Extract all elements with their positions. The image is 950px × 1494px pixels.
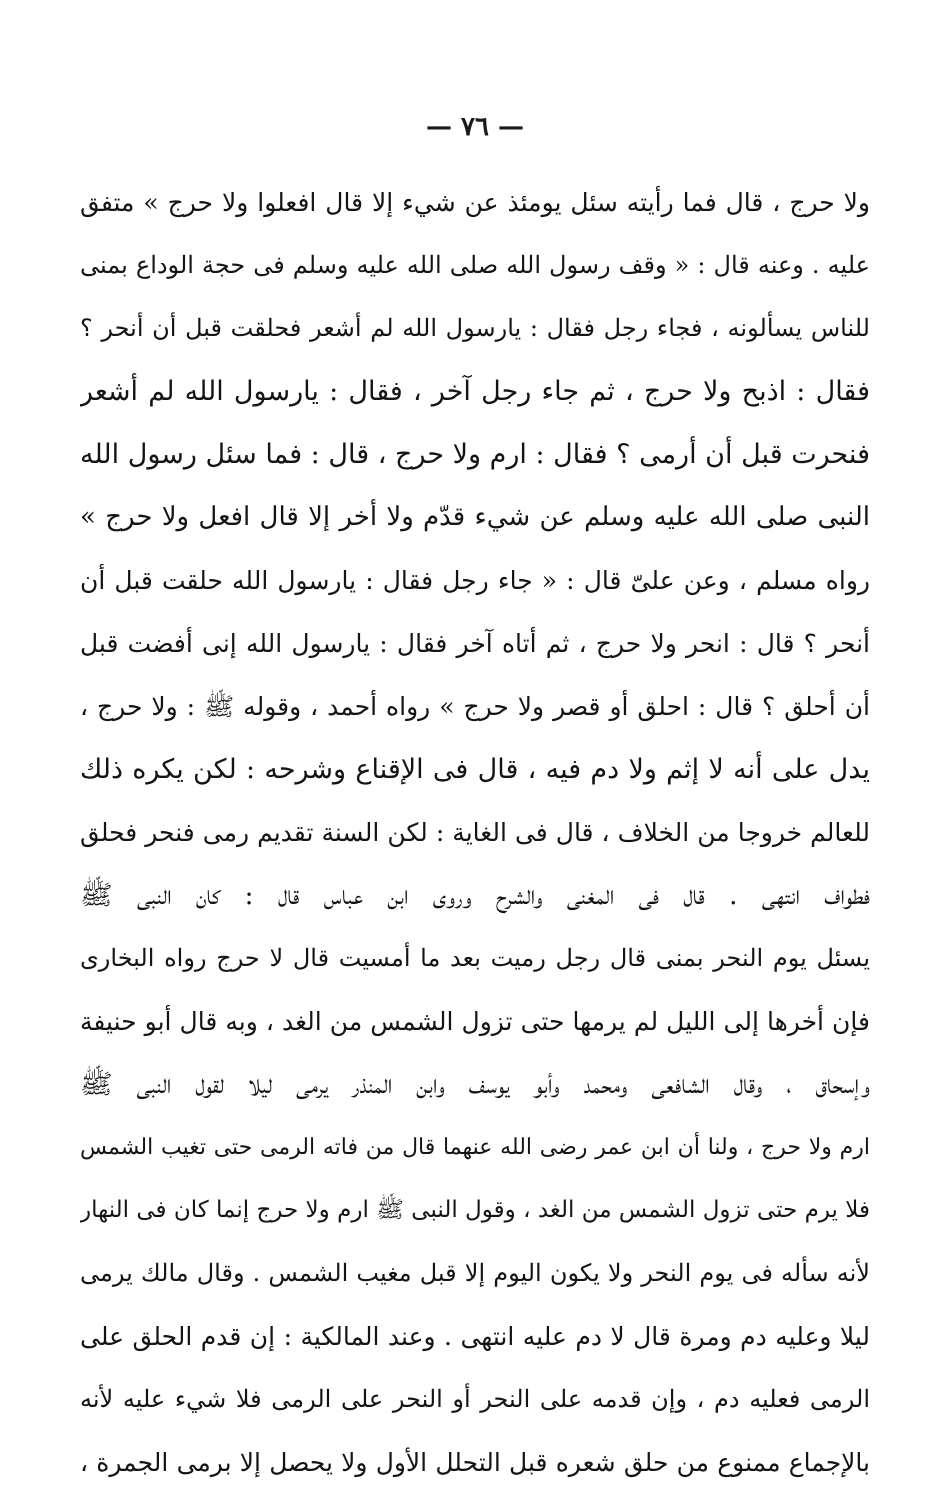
text-line-2: عليه . وعنه قال : « وقف رسول الله صلى الله عليه وسلم فى حجة الوداع بمنى <box>80 251 870 279</box>
text-line-18: لأنه سأله فى يوم النحر ولا يكون اليوم إلا قبل مغيب الشمس . وقال مالك يرمى <box>80 1259 870 1287</box>
text-line-6: النبى صلى الله عليه وسلم عن شيء قدّم ولا أخر إلا قال افعل ولا حرج » <box>80 502 870 532</box>
text-line-12: فطواف انتهى . قال فى المغنى والشرح وروى ابن عباس قال : كان النبى ﷺ <box>80 880 870 911</box>
page-body-text <box>80 171 870 1494</box>
text-line-8: أنحر ؟ قال : انحر ولا حرج ، ثم أتاه آخر فقال : يارسول الله إنى أفضت قبل <box>80 629 870 658</box>
text-line-13: يسئل يوم النحر بمنى قال رجل رميت بعد ما أمسيت قال لا حرج رواه البخارى <box>80 944 870 972</box>
text-line-17: فلا يرم حتى تزول الشمس من الغد ، وقول النبى ﷺ ارم ولا حرج إنما كان فى النهار <box>80 1197 870 1223</box>
text-line-20: الرمى فعليه دم ، وإن قدمه على النحر أو النحر على الرمى فلا شيء عليه لأنه <box>80 1385 870 1413</box>
text-line-7: رواه مسلم ، وعن علىّ قال : « جاء رجل فقال : يارسول الله حلقت قبل أن <box>80 566 870 595</box>
text-line-16: ارم ولا حرج ، ولنا أن ابن عمر رضى الله عنهما قال من فاته الرمى حتى تغيب الشمس <box>80 1135 870 1160</box>
text-line-14: فإن أخرها إلى الليل لم يرمها حتى تزول الشمس من الغد ، وبه قال أبو حنيفة <box>80 1007 870 1036</box>
text-line-1: ولا حرج ، قال فما رأيته سئل يومئذ عن شيء إلا قال افعلوا ولا حرج » متفق <box>80 188 870 217</box>
text-line-11: للعالم خروجا من الخلاف ، قال فى الغاية : لكن السنة تقديم رمى فنحر فحلق <box>80 818 870 847</box>
text-line-9: أن أحلق ؟ قال : احلق أو قصر ولا حرج » رواه أحمد ، وقوله ﷺ : ولا حرج ، <box>80 692 870 721</box>
text-line-5: فنحرت قبل أن أرمى ؟ فقال : ارم ولا حرج ، قال : فما سئل رسول الله <box>80 439 870 470</box>
text-line-19: ليلا وعليه دم ومرة قال لا دم عليه انتهى . وعند المالكية : إن قدم الحلق على <box>80 1322 870 1351</box>
text-line-21: بالإجماع ممنوع من حلق شعره قبل التحلل الأول ولا يحصل إلا برمى الجمرة ، <box>80 1448 870 1477</box>
text-line-3: للناس يسألونه ، فجاء رجل فقال : يارسول الله لم أشعر فحلقت قبل أن أنحر ؟ <box>80 314 870 342</box>
text-line-4: فقال : اذبح ولا حرج ، ثم جاء رجل آخر ، فقال : يارسول الله لم أشعر <box>80 376 870 407</box>
text-line-15: وإسحاق ، وقال الشافعى ومحمد وأبو يوسف وابن المنذر يرمى ليلا لقول النبى ﷺ <box>80 1069 870 1100</box>
text-line-10: يدل على أنه لا إثم ولا دم فيه ، قال فى الإقناع وشرحه : لكن يكره ذلك <box>80 754 870 785</box>
page-number: — ٧٦ — <box>425 112 525 142</box>
